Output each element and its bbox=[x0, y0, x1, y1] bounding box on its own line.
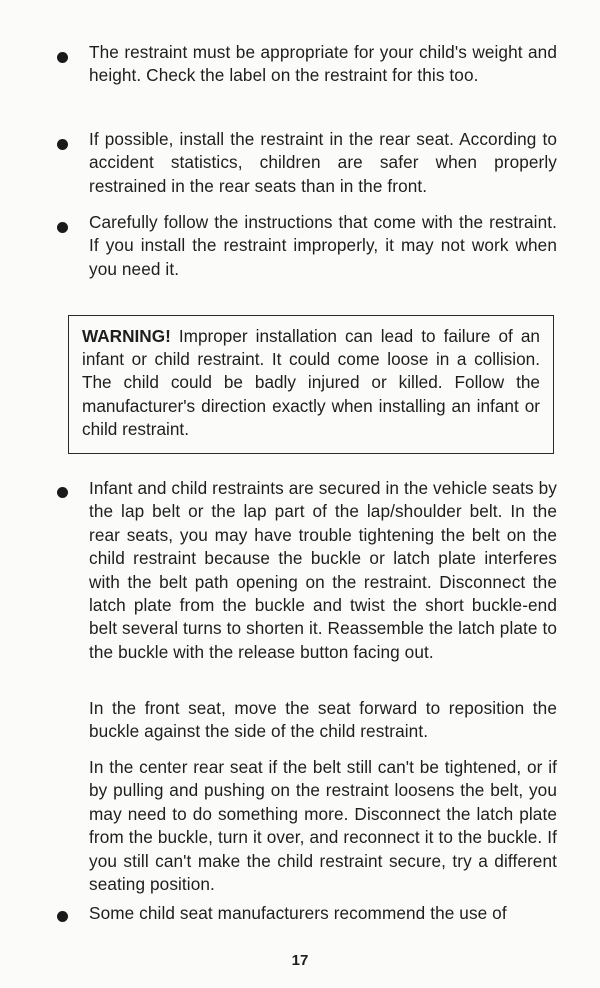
warning-box bbox=[68, 315, 554, 454]
bullet-paragraph: If possible, install the restraint in the rear seat. According to accident statistics, children are safer when properly restrained in the rear seats than in the front. bbox=[89, 129, 557, 196]
bullet-icon bbox=[57, 222, 68, 233]
page-number: 17 bbox=[291, 952, 309, 969]
bullet-icon bbox=[57, 911, 68, 922]
bullet-paragraph: Carefully follow the instructions that come with the restraint. If you install the restraint improperly, it may not work when you need it. bbox=[89, 212, 557, 279]
bullet-icon bbox=[57, 139, 68, 150]
warning-label: WARNING! bbox=[82, 326, 171, 346]
sub-paragraph: In the center rear seat if the belt still can't be tightened, or if by pulling and pushing on the restraint loosens the belt, you may need to do something more. Disconnect the latch plate from the buckle, turn it over, and reconnect it to the buckle. If you still can't make the child restraint secure, try a different seating position. bbox=[89, 757, 557, 895]
sub-paragraph: In the front seat, move the seat forward to reposition the buckle against the side of the child restraint. bbox=[89, 698, 557, 742]
bullet-icon bbox=[57, 487, 68, 498]
bullet-paragraph: Some child seat manufacturers recommend the use of bbox=[89, 903, 507, 923]
warning-text: Improper installation can lead to failure of an infant or child restraint. It could come loose in a collision. The child could be badly injured or killed. Follow the manufacturer's direction exactly when installing an infant or child restraint. bbox=[82, 326, 540, 439]
bullet-paragraph: The restraint must be appropriate for your child's weight and height. Check the label on the restraint for this too. bbox=[89, 42, 557, 86]
bullet-icon bbox=[57, 52, 68, 63]
bullet-paragraph: Infant and child restraints are secured in the vehicle seats by the lap belt or the lap part of the lap/shoulder belt. In the rear seats, you may have trouble tightening the belt on the child restraint because the buckle or latch plate interferes with the belt path opening on the restraint. Disconnect the latch plate from the buckle and twist the short buckle-end belt several turns to shorten it. Reassemble the latch plate to the buckle with the release button facing out. bbox=[89, 478, 557, 662]
